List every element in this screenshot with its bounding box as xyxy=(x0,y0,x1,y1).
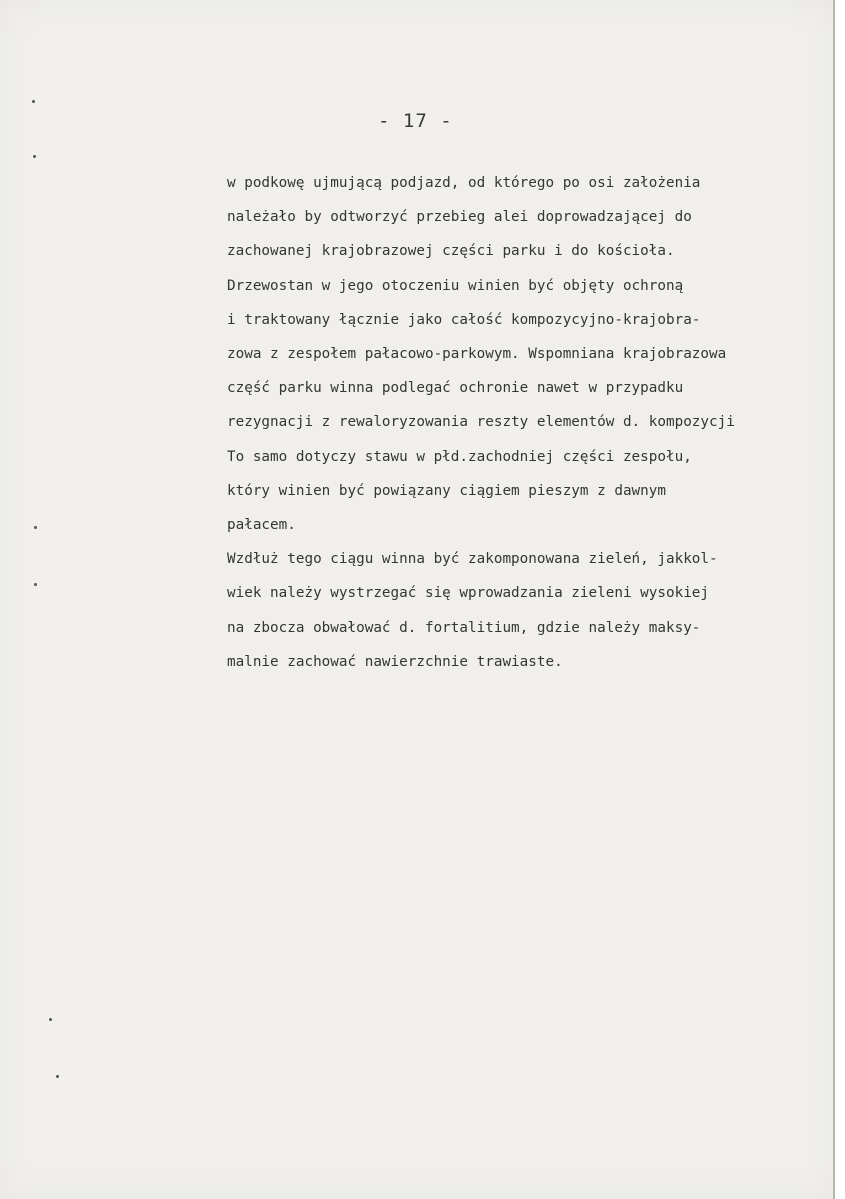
margin-speck xyxy=(49,1018,52,1021)
text-line: zowa z zespołem pałacowo-parkowym. Wspomniana krajobrazowa xyxy=(227,346,727,363)
text-line: Wzdłuż tego ciągu winna być zakomponowana zieleń, jakkol- xyxy=(227,551,718,568)
text-line: To samo dotyczy stawu w płd.zachodniej części zespołu, xyxy=(227,448,692,465)
text-line: wiek należy wystrzegać się wprowadzania zieleni wysokiej xyxy=(227,585,710,602)
text-line: na zbocza obwałować d. fortalitium, gdzie należy maksy- xyxy=(227,619,701,636)
text-line: i traktowany łącznie jako całość kompozycyjno-krajobra- xyxy=(227,311,701,328)
page-number: - 17 - xyxy=(378,110,453,132)
text-line: należało by odtworzyć przebieg alei doprowadzającej do xyxy=(227,209,692,226)
text-line: w podkowę ujmującą podjazd, od którego po osi założenia xyxy=(227,175,701,191)
margin-speck xyxy=(34,526,37,529)
margin-speck xyxy=(56,1075,59,1078)
margin-speck xyxy=(32,100,35,103)
text-line: malnie zachować nawierzchnie trawiaste. xyxy=(227,653,563,670)
text-line: który winien być powiązany ciągiem pieszym z dawnym xyxy=(227,482,666,499)
text-line: pałacem. xyxy=(227,517,296,534)
text-line: zachowanej krajobrazowej części parku i do kościoła. xyxy=(227,243,675,260)
body-text xyxy=(227,166,845,679)
text-line: rezygnacji z rewaloryzowania reszty elementów d. kompozycji xyxy=(227,414,735,431)
text-line: Drzewostan w jego otoczeniu winien być objęty ochroną xyxy=(227,277,684,294)
margin-speck xyxy=(33,155,36,158)
text-line: część parku winna podlegać ochronie nawet w przypadku xyxy=(227,380,684,397)
margin-speck xyxy=(34,583,37,586)
